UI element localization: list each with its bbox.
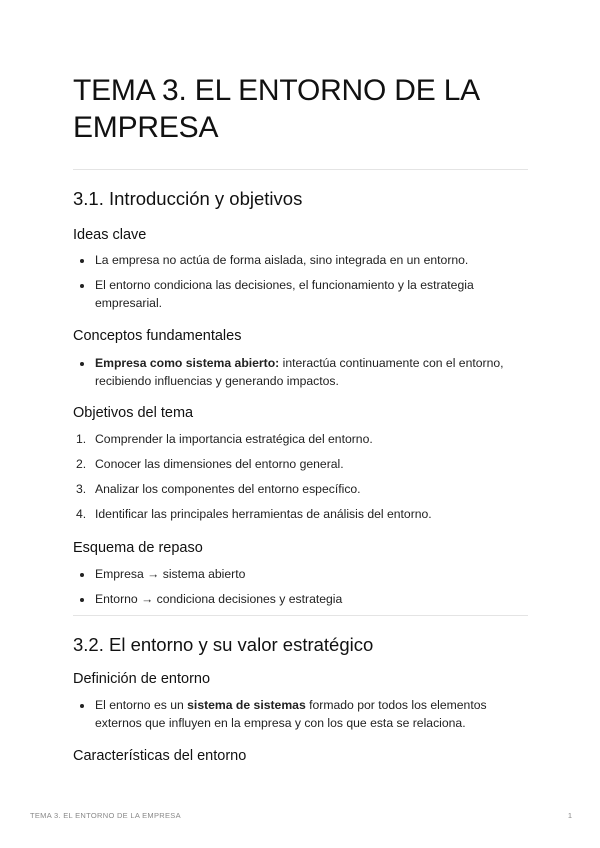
bold-term: sistema de sistemas: [187, 698, 306, 712]
list-text: Identificar las principales herramientas de análisis del entorno.: [95, 507, 432, 521]
text-fragment: formado por todos los elementos externos que influyen en la empresa y con los que esta se relaciona.: [95, 698, 487, 730]
subheading-objetivos: Objetivos del tema: [73, 405, 194, 421]
list-item: El entorno condiciona las decisiones, el funcionamiento y la estrategia empresarial.: [73, 276, 528, 312]
section-heading-3-1: 3.1. Introducción y objetivos: [73, 188, 303, 209]
definicion-list: [73, 696, 528, 739]
list-item: Entorno → condiciona decisiones y estrategia: [73, 590, 528, 608]
subheading-esquema: Esquema de repaso: [73, 540, 203, 556]
list-number: 4.: [76, 507, 87, 521]
footer-title: TEMA 3. EL ENTORNO DE LA EMPRESA: [30, 811, 181, 820]
list-item: Empresa → sistema abierto: [73, 565, 528, 583]
list-text: Conocer las dimensiones del entorno general.: [95, 457, 344, 471]
list-item: [73, 696, 528, 732]
footer-page-number: 1: [567, 811, 572, 820]
objetivos-list: [73, 430, 528, 530]
list-text: Comprender la importancia estratégica del entorno.: [95, 432, 373, 446]
divider: [73, 169, 528, 170]
section-heading-3-2: 3.2. El entorno y su valor estratégico: [73, 634, 374, 655]
list-number: 3.: [76, 482, 87, 496]
concept-description: interactúa continuamente con el entorno, recibiendo influencias y generando impactos.: [95, 356, 504, 388]
list-item: [73, 455, 528, 473]
list-number: 2.: [76, 457, 87, 471]
document-title: TEMA 3. EL ENTORNO DE LA EMPRESA: [73, 74, 479, 144]
subheading-ideas-clave: Ideas clave: [73, 227, 147, 243]
subheading-conceptos: Conceptos fundamentales: [73, 328, 242, 344]
list-item: [73, 354, 528, 390]
list-item: [73, 430, 528, 448]
ideas-clave-list: [73, 251, 528, 319]
list-item: [73, 480, 528, 498]
subheading-caracteristicas: Características del entorno: [73, 748, 247, 764]
list-text: Analizar los componentes del entorno específico.: [95, 482, 361, 496]
list-item: La empresa no actúa de forma aislada, sino integrada en un entorno.: [73, 251, 528, 269]
subheading-definicion: Definición de entorno: [73, 671, 211, 687]
list-number: 1.: [76, 432, 87, 446]
concept-term: Empresa como sistema abierto:: [95, 356, 280, 370]
conceptos-list: [73, 354, 528, 397]
esquema-list: [73, 565, 528, 615]
text-fragment: El entorno es un: [95, 698, 188, 712]
list-item: [73, 505, 528, 523]
divider: [73, 615, 528, 616]
